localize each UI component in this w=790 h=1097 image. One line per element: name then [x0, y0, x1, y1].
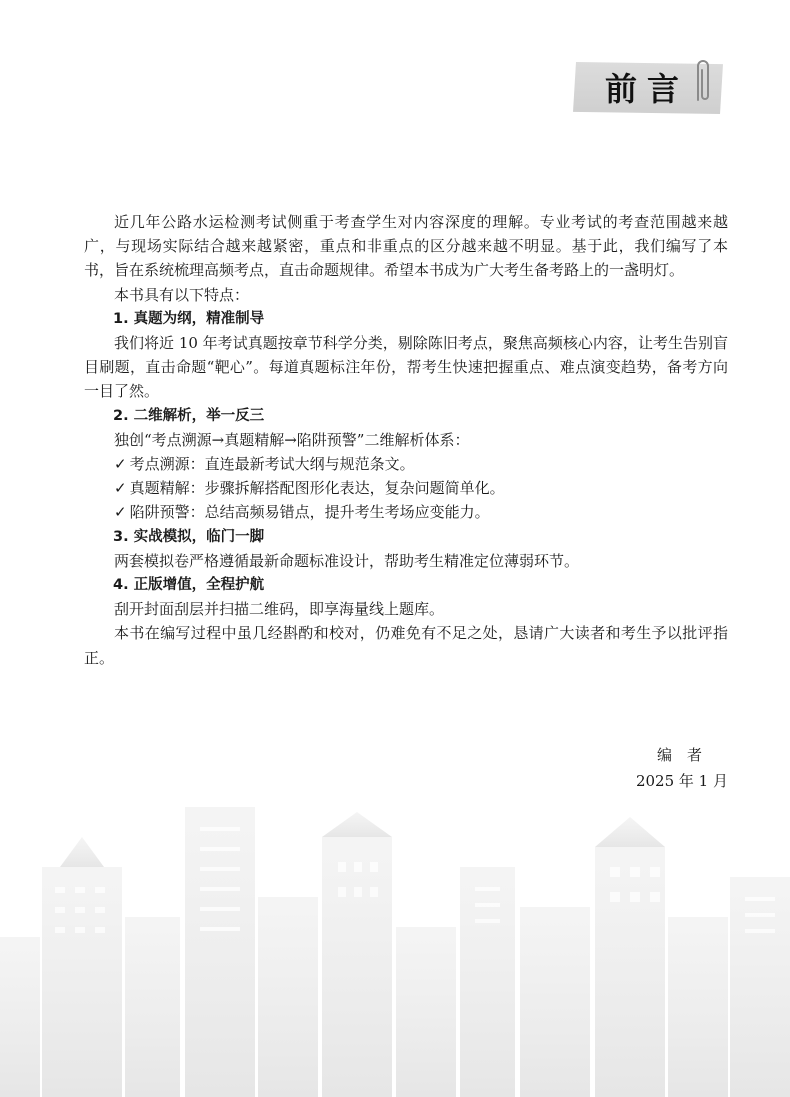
- paperclip-icon: [691, 56, 713, 108]
- feature-heading-3: 3. 实战模拟，临门一脚: [113, 528, 265, 545]
- check-item-text: 真题精解：步骤拆解搭配图形化表达，复杂问题简单化。: [129, 479, 505, 498]
- check-item: [84, 476, 728, 500]
- feature-heading-2: 2. 二维解析，举一反三: [113, 407, 265, 424]
- feature-text-1: 我们将近 10 年考试真题按章节科学分类，剔除陈旧考点，聚焦高频核心内容，让考生告别盲目刷题，直击命题“靶心”。每道真题标注年份，帮考生快速把握重点、难点演变趋势，备考方向一目了然。: [84, 334, 728, 401]
- feature-text-4: 刮开封面刮层并扫描二维码，即享海量线上题库。: [114, 600, 445, 619]
- check-item: [84, 452, 728, 476]
- signature-block: [568, 742, 728, 794]
- author-label: 编 者: [656, 746, 702, 764]
- paragraph-intro: 近几年公路水运检测考试侧重于考查学生对内容深度的理解。专业考试的考查范围越来越广，与现场实际结合越来越紧密，重点和非重点的区分越来越不明显。基于此，我们编写了本书，旨在系统梳理高频考点，直击命题规律。希望本书成为广大考生备考路上的一盏明灯。: [84, 213, 728, 280]
- paragraph-features-lead: 本书具有以下特点：: [114, 285, 250, 304]
- feature-heading-4: 4. 正版增值，全程护航: [113, 577, 265, 594]
- check-item-text: 考点溯源：直连最新考试大纲与规范条文。: [129, 455, 415, 474]
- feature-text-2: 独创“考点溯源→真题精解→陷阱预警”二维解析体系：: [114, 430, 470, 449]
- page-title: 前言: [605, 70, 690, 108]
- check-icon: ✓: [114, 479, 127, 498]
- check-item-text: 陷阱预警：总结高频易错点，提升考生考场应变能力。: [129, 503, 490, 522]
- city-skyline-illustration: [0, 807, 790, 1097]
- title-banner: [573, 58, 723, 116]
- preface-body: [84, 210, 728, 670]
- check-icon: ✓: [114, 503, 127, 522]
- feature-text-3: 两套模拟卷严格遵循最新命题标准设计，帮助考生精准定位薄弱环节。: [114, 551, 580, 570]
- paragraph-closing: 本书在编写过程中虽几经斟酌和校对，仍难免有不足之处，恳请广大读者和考生予以批评指正。: [84, 624, 728, 667]
- check-icon: ✓: [114, 455, 127, 474]
- check-item: [84, 500, 728, 524]
- date-label: 2025 年 1 月: [635, 772, 728, 790]
- feature-heading-1: 1. 真题为纲，精准制导: [113, 310, 265, 327]
